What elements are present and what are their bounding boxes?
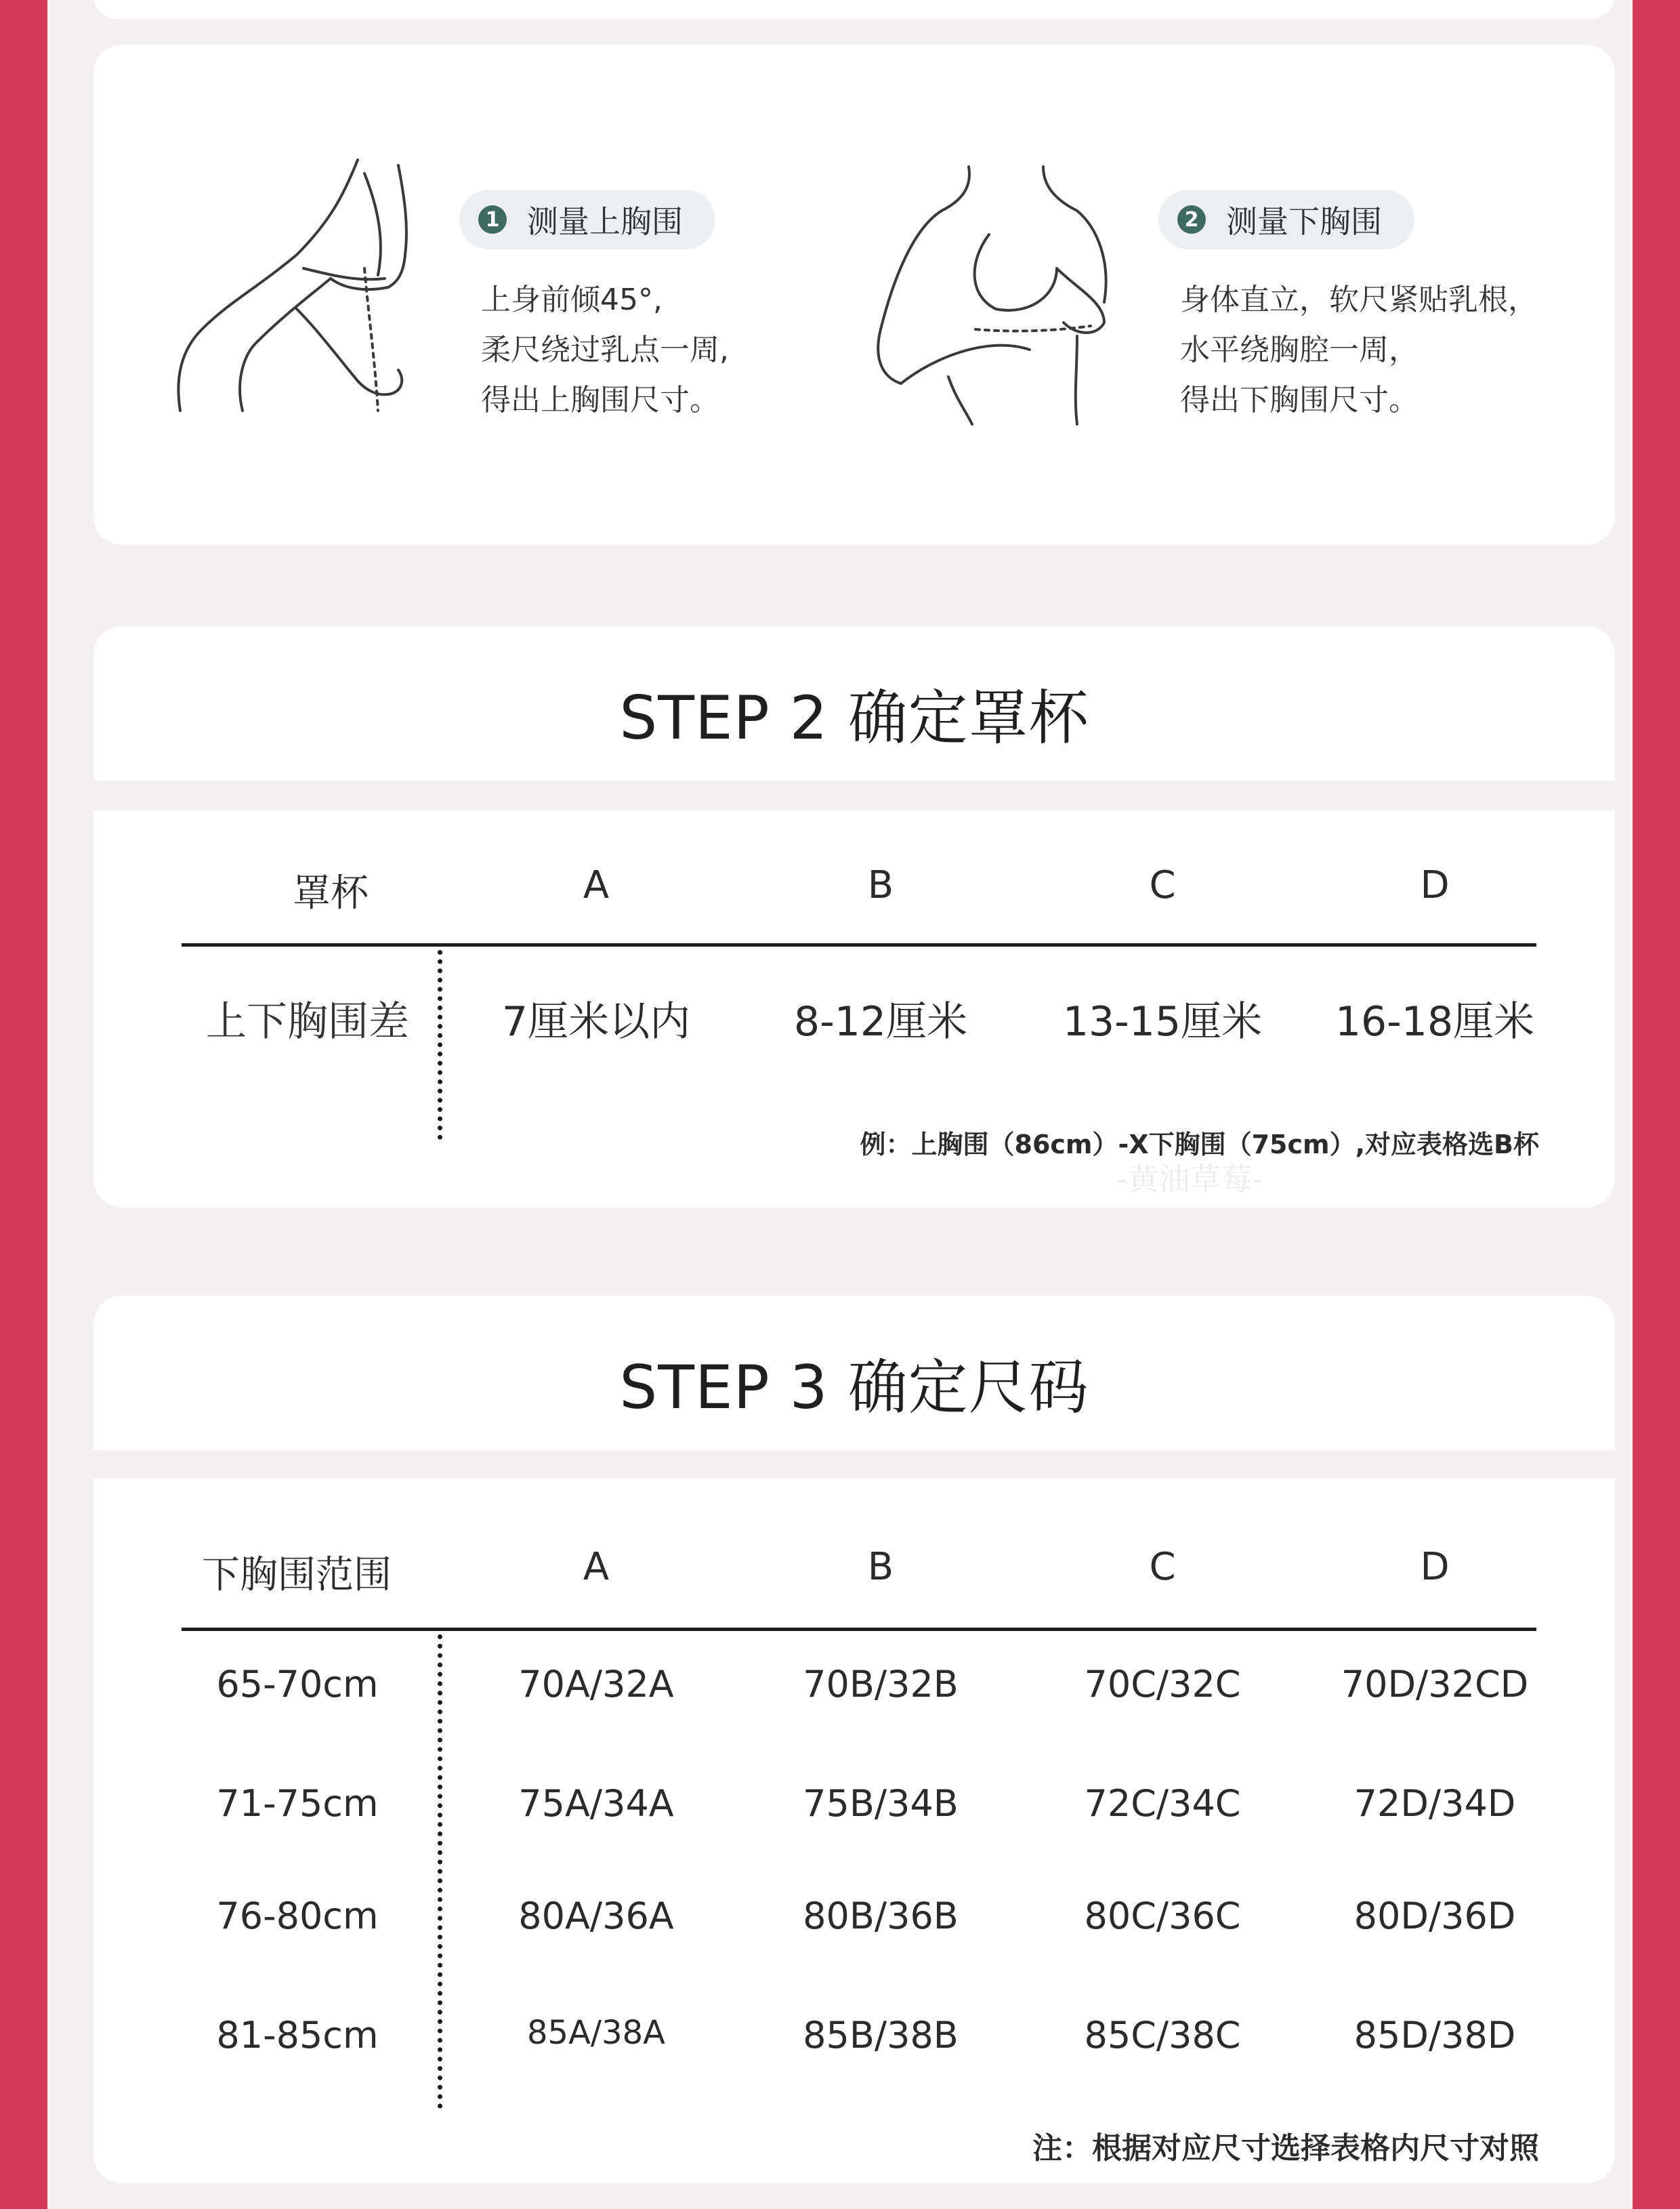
table-cell: 70C/32C [1084,1663,1241,1706]
table-cell: 75B/34B [803,1782,959,1825]
step3-note: 注：根据对应尺寸选择表格内尺寸对照 [1032,2131,1539,2166]
desc-line: 得出下胸围尺寸。 [1180,383,1419,417]
table-cell: 70B/32B [803,1663,959,1706]
table-row [93,1782,1615,1850]
step2-table-card [93,810,1615,1207]
table-cell: 72C/34C [1084,1782,1241,1825]
row-label: 上下胸围差 [206,998,409,1046]
table-cell: 80B/36B [803,1895,959,1937]
header-cell: B [867,863,894,907]
header-cell: D [1420,1545,1450,1589]
table-cell: 85D/38D [1353,2014,1516,2057]
measure-step-1-desc [481,275,729,426]
step-number-icon: 1 [478,205,507,234]
header-cell: 罩杯 [293,871,369,915]
desc-line: 上身前倾45°, [481,283,663,317]
step-number-icon: 2 [1177,205,1206,234]
table-cell: 80D/36D [1353,1895,1516,1937]
step2-title: STEP 2 确定罩杯 [619,683,1089,753]
step2-example-note: 例：上胸围（86cm）-X下胸围（75cm）,对应表格选B杯 [860,1130,1539,1159]
table-row [93,1663,1615,1731]
row-label: 76-80cm [216,1895,379,1937]
table-divider [182,943,1536,947]
row-label: 71-75cm [216,1782,379,1825]
previous-card [93,0,1615,19]
row-label: 81-85cm [216,2014,379,2057]
header-cell: A [583,1545,610,1589]
header-cell: D [1420,863,1450,907]
table-cell: 75A/34A [518,1782,674,1825]
header-cell: 下胸围范围 [202,1553,392,1597]
table-cell: 85B/38B [803,2014,959,2057]
measure-card [93,45,1615,545]
measure-under-bust-illustration [854,153,1192,438]
table-cell: 70D/32CD [1341,1663,1529,1706]
measure-step-2-title: 测量下胸围 [1226,203,1382,240]
table-cell: 72D/34D [1353,1782,1516,1825]
step3-table-header [93,1545,1615,1613]
desc-line: 身体直立，软尺紧贴乳根， [1180,283,1538,317]
table-divider [182,1628,1536,1631]
header-cell: C [1149,1545,1176,1589]
measure-step-1-pill [459,190,715,249]
desc-line: 柔尺绕过乳点一周, [481,333,729,367]
desc-line: 得出上胸围尺寸。 [481,383,719,417]
table-row [93,989,1615,1057]
header-cell: A [583,863,610,907]
row-label: 65-70cm [216,1663,379,1706]
table-cell: 85A/38A [527,2014,665,2052]
measure-step-2-desc [1180,275,1538,426]
step2-header-card [93,626,1615,781]
table-cell: 80A/36A [518,1895,674,1937]
step3-title: STEP 3 确定尺码 [619,1353,1089,1422]
header-cell: B [867,1545,894,1589]
measure-upper-bust-illustration [161,153,507,438]
table-cell: 7厘米以内 [501,998,691,1046]
table-cell: 80C/36C [1084,1895,1241,1937]
table-cell: 16-18厘米 [1335,998,1535,1046]
measure-step-2-pill [1158,190,1414,249]
header-cell: C [1149,863,1176,907]
watermark: -黄油草莓- [1116,1161,1264,1197]
table-row [93,2014,1615,2082]
table-cell: 70A/32A [518,1663,674,1706]
table-cell: 8-12厘米 [793,998,968,1046]
step2-table-header [93,863,1615,931]
step3-table-card [93,1479,1615,2183]
table-cell: 13-15厘米 [1062,998,1263,1046]
table-cell: 85C/38C [1084,2014,1241,2057]
step3-header-card [93,1296,1615,1450]
table-row [93,1895,1615,1962]
measure-step-1-title: 测量上胸围 [527,203,683,240]
desc-line: 水平绕胸腔一周， [1180,333,1419,367]
